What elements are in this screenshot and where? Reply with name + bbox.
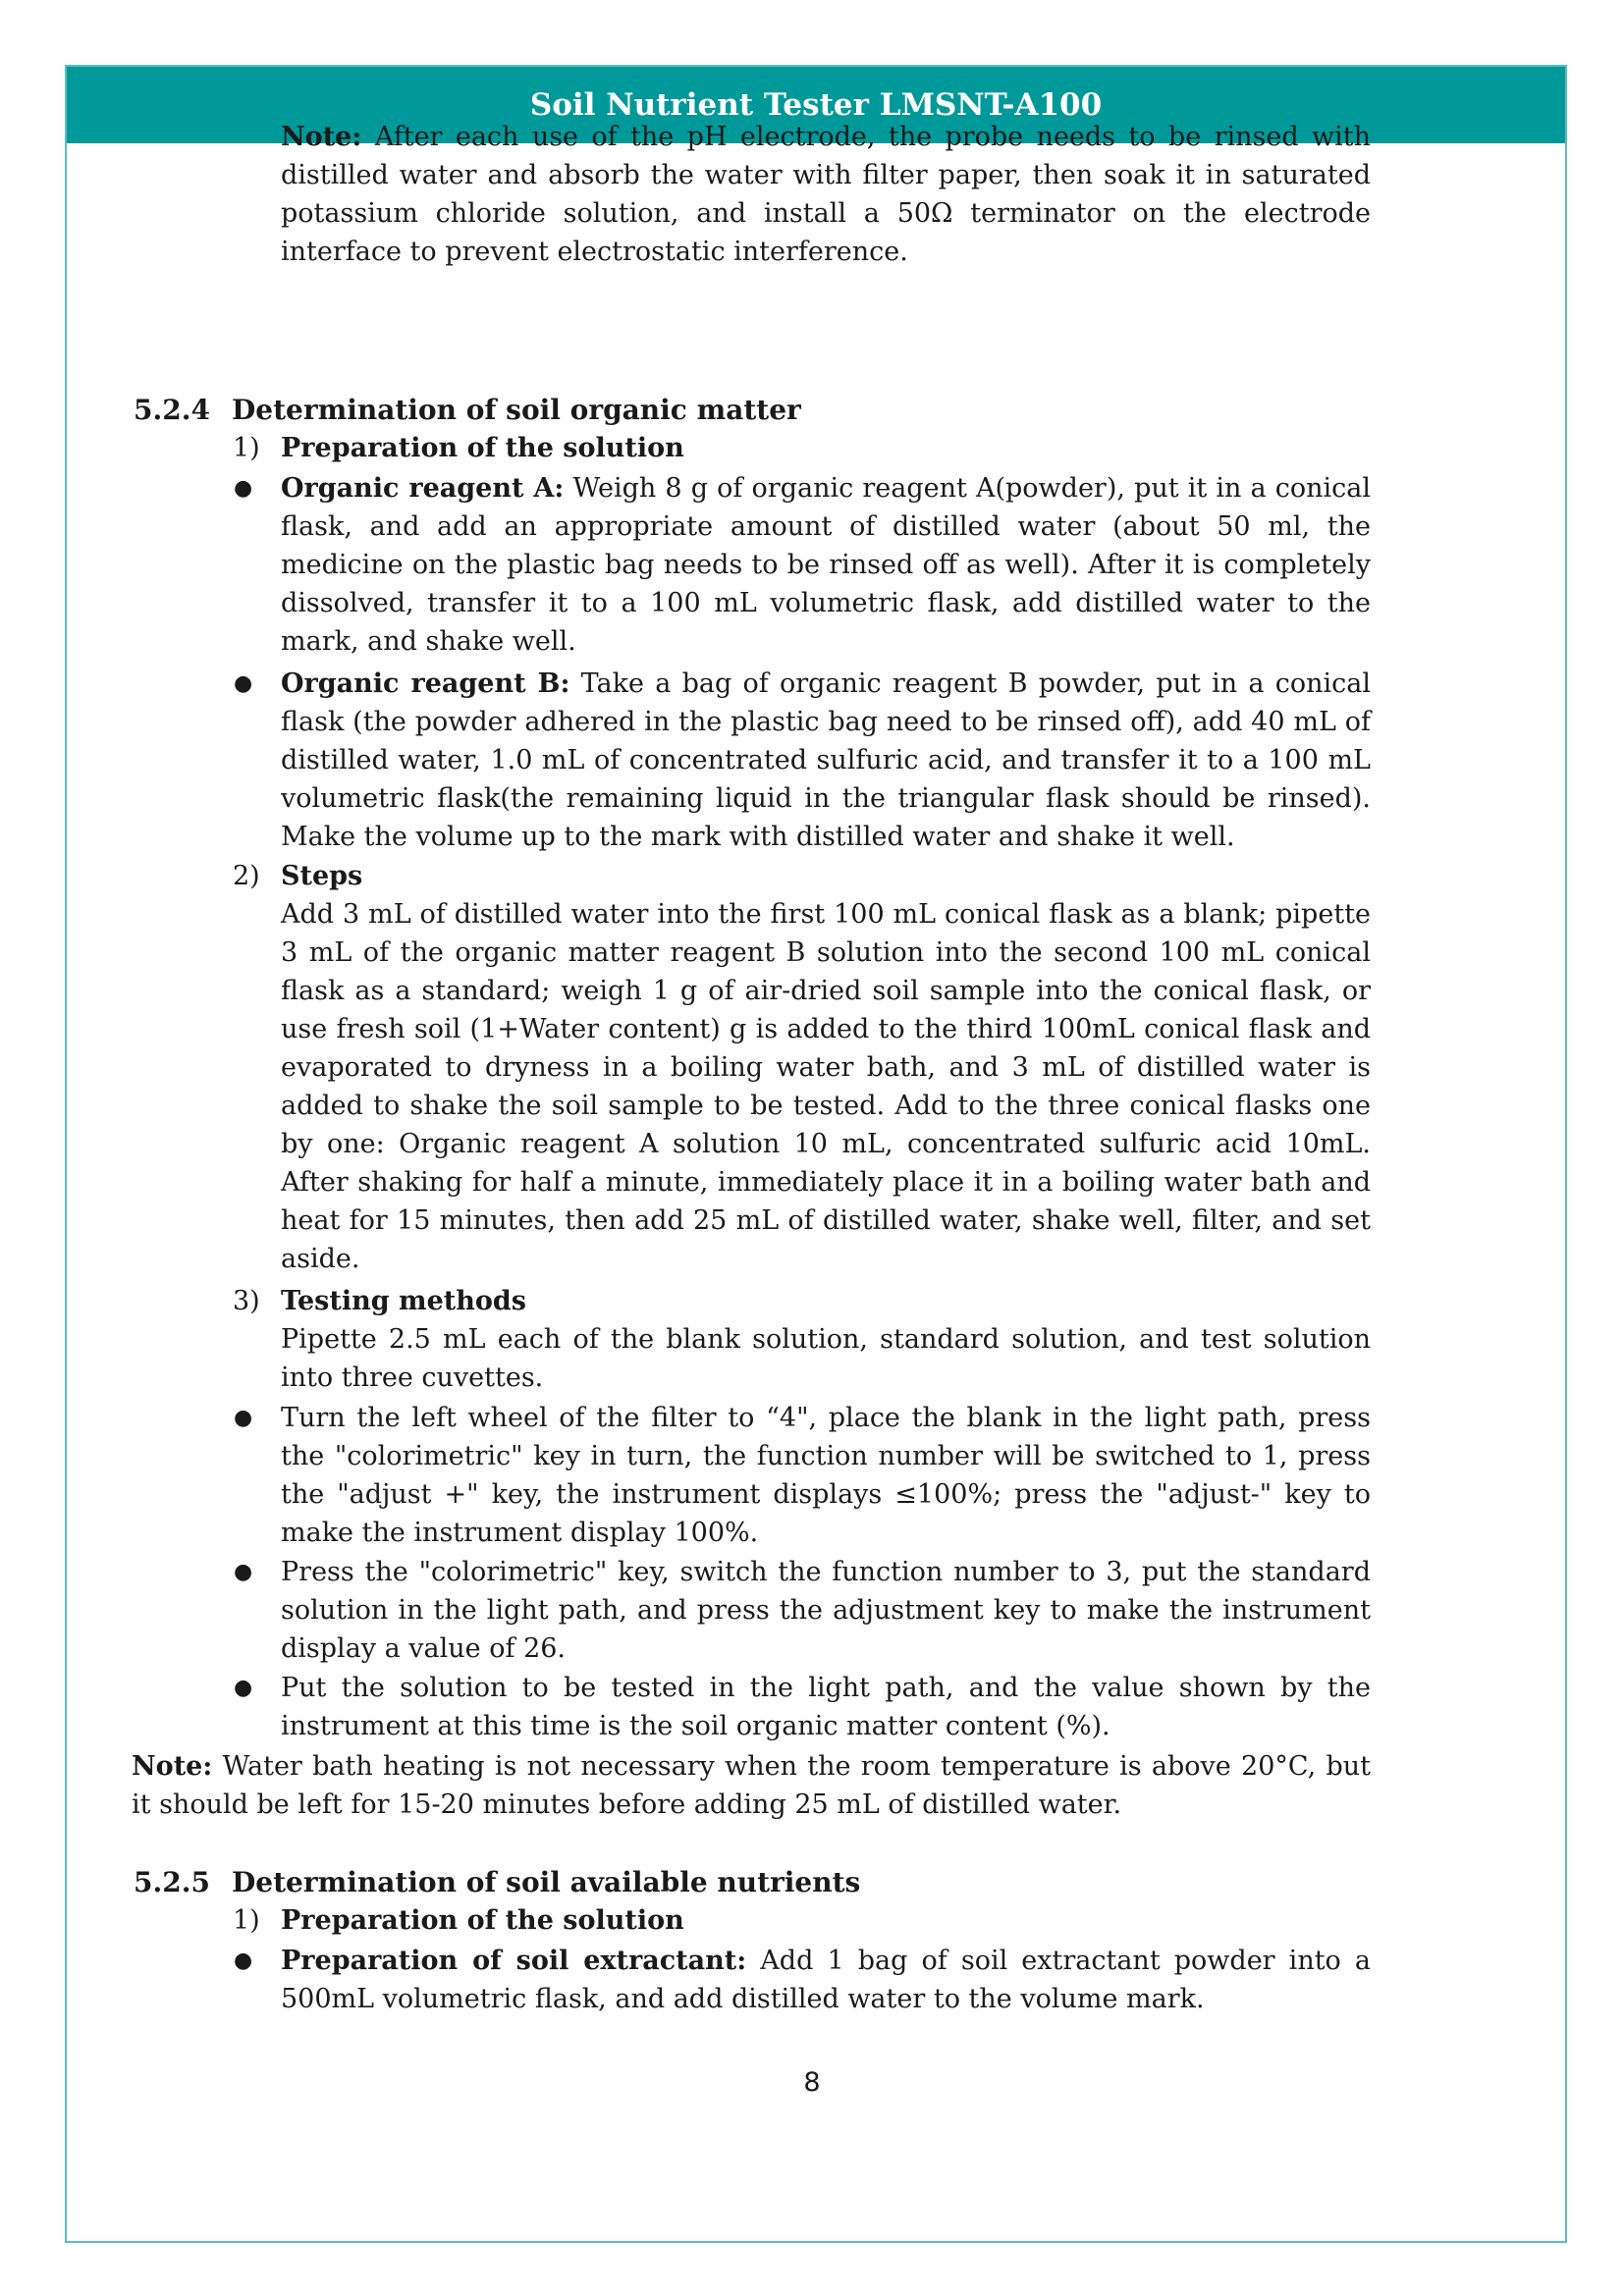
top-note-label: Note: (281, 122, 362, 152)
reagent-a-paragraph (281, 469, 1371, 661)
top-note (281, 118, 1371, 271)
bullet-icon: ● (234, 476, 253, 501)
step-3-title: Testing methods (281, 1286, 526, 1316)
section-524-note-text: Water bath heating is not necessary when the room temperature is above 20°C, but it should be left for 15-20 minutes before adding 25 mL of distilled water. (132, 1751, 1371, 1820)
section-524-number: 5.2.4 (134, 394, 210, 426)
step-2-number: 2) (233, 861, 260, 891)
reagent-a-text: Weigh 8 g of organic reagent A(powder), put it in a conical flask, and add an appropriate amount of distilled water (about 50 ml, the medicine on the plastic bag needs to be rinsed off as well). After it is completely dissolved, transfer it to a 100 mL volumetric flask, add distilled water to the mark, and shake well. (281, 473, 1372, 657)
section-525-step-1-number: 1) (233, 1905, 260, 1936)
step-2-title: Steps (281, 861, 363, 891)
section-524-title: Determination of soil organic matter (232, 394, 801, 426)
reagent-b-label: Organic reagent B: (281, 668, 570, 699)
step-2-text: Add 3 mL of distilled water into the first 100 mL conical flask as a blank; pipette 3 mL of the organic matter reagent B solution into the second 100 mL conical flask as a standard; weigh 1 g of air-dried soil sample into the conical flask, or use fresh soil (1+Water content) g is added to the third 100mL conical flask and evaporated to dryness in a boiling water bath, and 3 mL of distilled water is added to shake the soil sample to be tested. Add to the three conical flasks one by one: Organic reagent A solution 10 mL, concentrated sulfuric acid 10mL. After shaking for half a minute, immediately place it in a boiling water bath and heat for 15 minutes, then add 25 mL of distilled water, shake well, filter, and set aside. (281, 899, 1371, 1274)
header-title: Soil Nutrient Tester LMSNT-A100 (529, 87, 1103, 123)
bullet-icon: ● (234, 1949, 253, 1973)
extractant-paragraph (281, 1942, 1371, 2018)
section-525-title: Determination of soil available nutrients (232, 1866, 861, 1898)
extractant-text: Add 1 bag of soil extractant powder into a 500mL volumetric flask, and add distilled water to the volume mark. (281, 1946, 1372, 2014)
extractant-label: Preparation of soil extractant: (281, 1946, 747, 1976)
reagent-b-text: Take a bag of organic reagent B powder, put in a conical flask (the powder adhered in the plastic bag need to be rinsed off), add 40 mL of distilled water, 1.0 mL of concentrated sulfuric acid, and transfer it to a 100 mL volumetric flask(the remaining liquid in the triangular flask should be rinsed). Make the volume up to the mark with distilled water and shake it well. (281, 668, 1371, 852)
section-524-note (132, 1747, 1371, 1824)
section-524-note-label: Note: (132, 1751, 213, 1782)
page-number: 8 (803, 2067, 821, 2098)
reagent-a-label: Organic reagent A: (281, 473, 565, 504)
section-525-heading (134, 1863, 860, 1901)
reagent-b-paragraph (281, 665, 1371, 856)
bullet-icon: ● (234, 1560, 253, 1584)
testing-bullet-3: Put the solution to be tested in the light path, and the value shown by the instrument at this time is the soil organic matter content (%). (281, 1673, 1371, 1741)
testing-bullet-1: Turn the left wheel of the filter to “4", place the blank in the light path, press the "colorimetric" key in turn, the function number will be switched to 1, press the "adjust +" key, the instrument displays ≤100%; press the "adjust-" key to make the instrument display 100%. (281, 1403, 1371, 1548)
bullet-icon: ● (234, 1406, 253, 1430)
top-note-text: After each use of the pH electrode, the probe needs to be rinsed with distilled water and absorb the water with filter paper, then soak it in saturated potassium chloride solution, and install a 50Ω terminator on the electrode interface to prevent electrostatic interference. (281, 122, 1371, 267)
bullet-icon: ● (234, 671, 253, 696)
section-524-heading (134, 391, 801, 429)
section-525-step-1-title: Preparation of the solution (281, 1905, 684, 1936)
testing-bullet-2: Press the "colorimetric" key, switch the function number to 3, put the standard solution in the light path, and press the adjustment key to make the instrument display a value of 26. (281, 1557, 1371, 1664)
step-3-text: Pipette 2.5 mL each of the blank solution, standard solution, and test solution into three cuvettes. (281, 1324, 1371, 1393)
step-1-number: 1) (233, 433, 260, 463)
bullet-icon: ● (234, 1676, 253, 1700)
section-525-number: 5.2.5 (134, 1866, 210, 1898)
step-3-number: 3) (233, 1286, 260, 1316)
step-1-title: Preparation of the solution (281, 433, 684, 463)
